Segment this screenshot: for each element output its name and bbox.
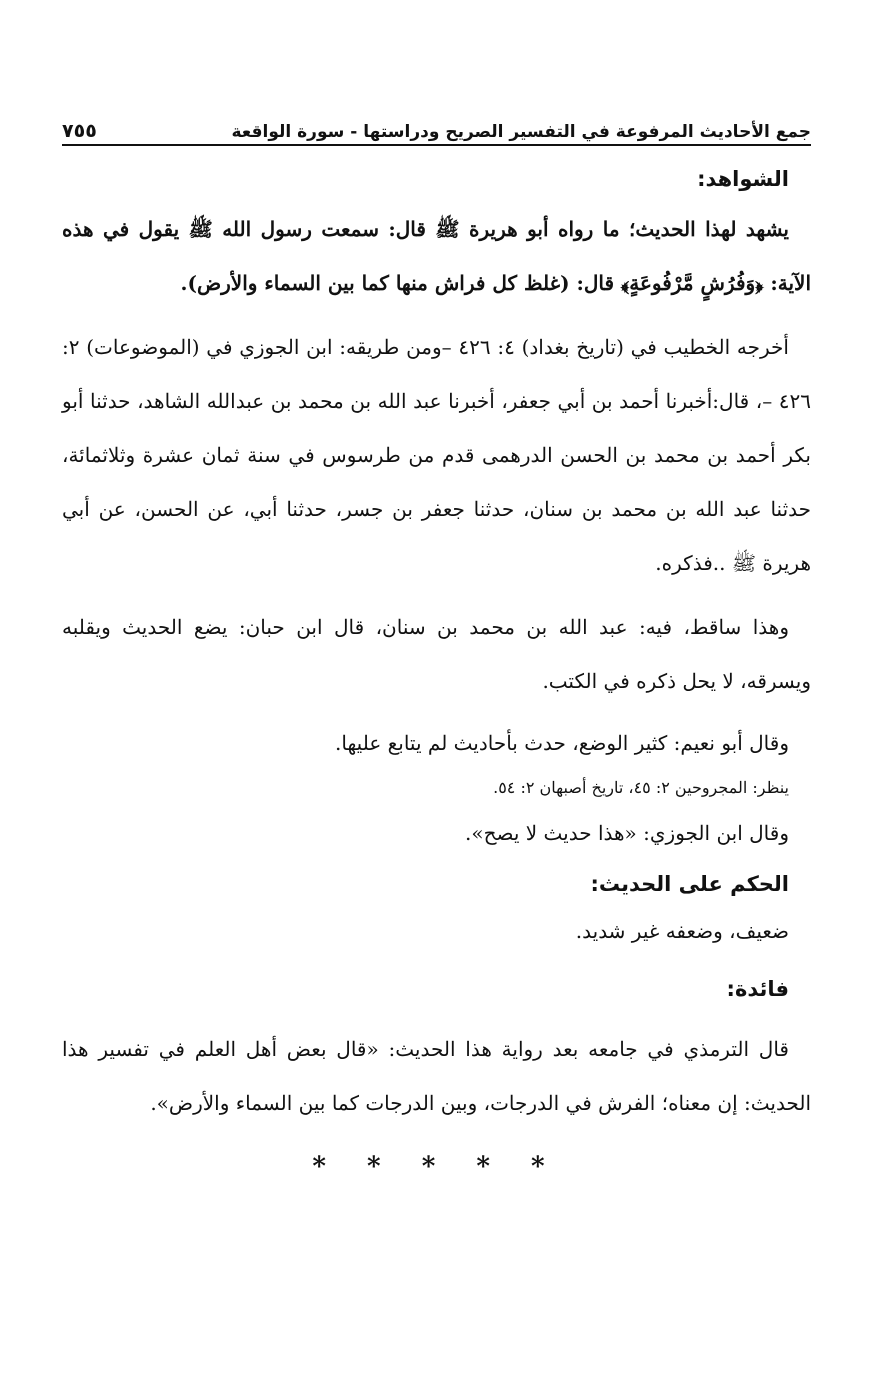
spacer	[62, 956, 811, 966]
book-page	[62, 0, 811, 1392]
ibn-jawzi-line: وقال ابن الجوزي: «هذا حديث لا يصح».	[464, 821, 789, 845]
page-header	[62, 112, 811, 142]
takhrij-paragraph: أخرجه الخطيب في (تاريخ بغداد) ٤: ٤٢٦ –ومن طريقه: ابن الجوزي في (الموضوعات) ٢: ٤٢٦ –، قال:أخبرنا أحمد بن أبي جعفر، أخبرنا عبد الله بن محمد بن عبدالله الشاهد، حدثنا أبو بكر أحمد بن محمد بن الحسن الدرهمى قدم من طرسوس في سنة ثمان عشرة وثلاثمائة، حدثنا عبد الله بن محمد بن سنان، حدثنا جعفر بن جسر، حدثنا أبي، عن الحسن، عن أبي هريرة ﷺ ..فذكره.	[62, 335, 812, 575]
spacer	[62, 590, 811, 600]
shawahid-heading: الشواهد:	[697, 167, 789, 191]
spacer	[62, 708, 811, 718]
reference-note: ينظر: المجروحين ٢: ٤٥، تاريخ أصبهان ٢: ٥٤.	[493, 778, 789, 797]
saqit-paragraph: وهذا ساقط، فيه: عبد الله بن محمد بن سنان، قال ابن حبان: يضع الحديث ويقلبه ويسرقه، لا يحل ذكره في الكتب.	[62, 615, 811, 693]
running-title: جمع الأحاديث المرفوعة في التفسير الصريح ودراستها - سورة الواقعة	[231, 122, 811, 142]
faida-heading: فائدة:	[726, 977, 789, 1001]
header-divider	[62, 144, 811, 146]
faida-paragraph: قال الترمذي في جامعه بعد رواية هذا الحديث: «قال بعض أهل العلم في تفسير هذا الحديث: إن معناه؛ الفرش في الدرجات، وبين الدرجات كما بين السماء والأرض».	[62, 1037, 811, 1115]
spacer	[62, 310, 811, 320]
spacer	[62, 1012, 811, 1022]
hukm-text: ضعيف، وضعفه غير شديد.	[575, 919, 789, 943]
page-number: ٧٥٥	[62, 120, 97, 142]
section-end-stars: * * * * *	[312, 1152, 561, 1182]
abu-nuaym-line: وقال أبو نعيم: كثير الوضع، حدث بأحاديث لم يتابع عليها.	[335, 731, 789, 755]
shawahid-paragraph: يشهد لهذا الحديث؛ ما رواه أبو هريرة ﷺ قال: سمعت رسول الله ﷺ يقول في هذه الآية: ﴿وَفُرُشٍ مَّرْفُوعَةٍ﴾ قال: (غلظ كل فراش منها كما بين السماء والأرض).	[62, 217, 811, 295]
hukm-heading: الحكم على الحديث:	[590, 872, 789, 896]
page-content	[62, 156, 811, 1182]
